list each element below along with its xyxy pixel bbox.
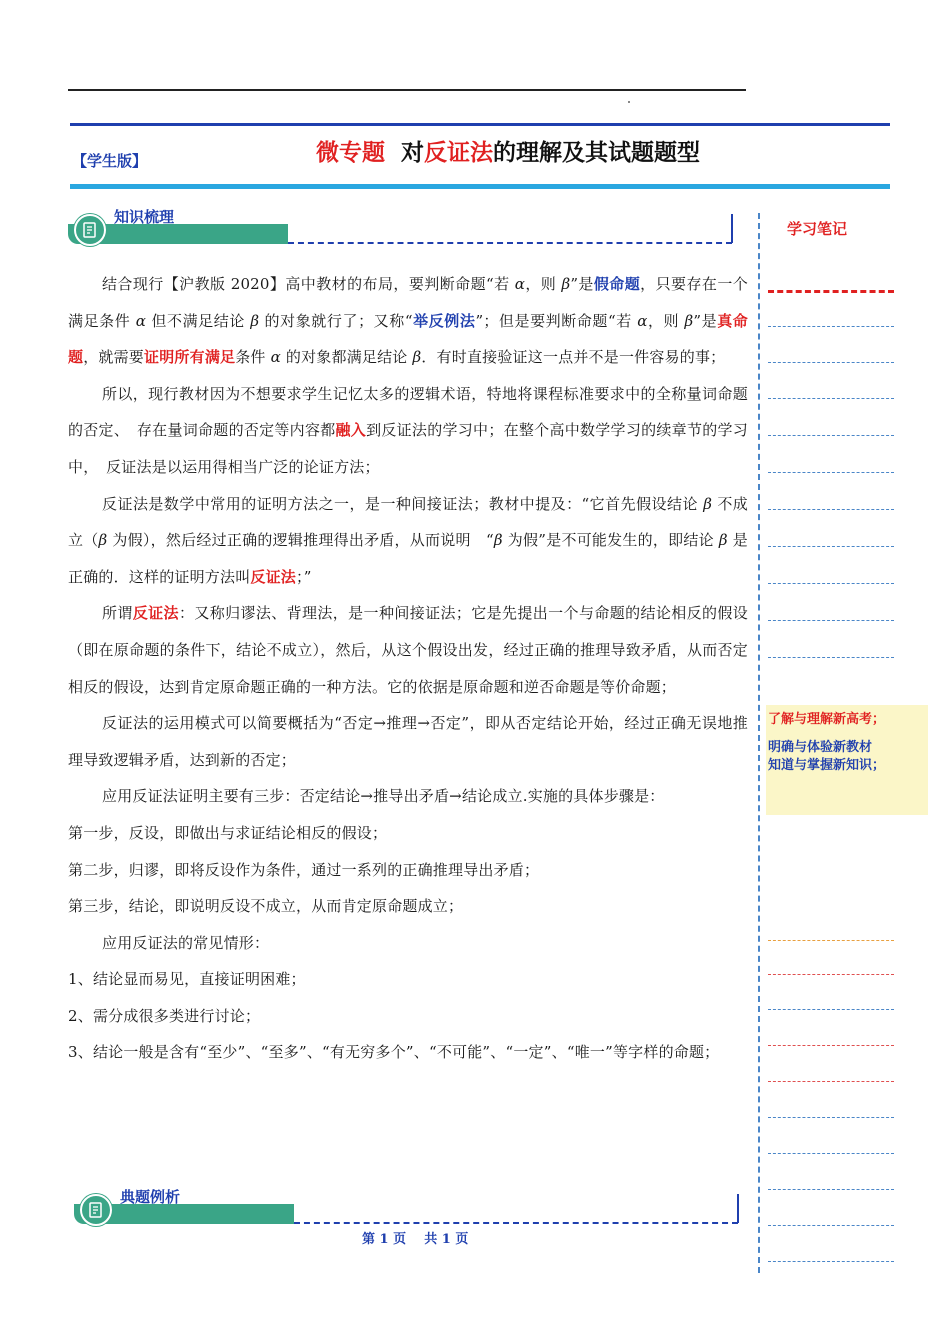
notes-divider [758, 213, 760, 1273]
note-line [768, 1225, 894, 1226]
note-line [768, 1261, 894, 1262]
section-frame-bottom [288, 241, 732, 244]
math-beta: β [718, 531, 728, 550]
case-2: 2、需分成很多类进行讨论； [68, 1006, 261, 1025]
math-beta: β [250, 311, 260, 330]
text: ，只要存在一个满足条件 [68, 275, 748, 330]
highlight-counterexample: 举反例法 [412, 311, 476, 330]
highlight-merge: 融入 [335, 421, 367, 440]
title-part4: 的理解及其试题题型 [493, 140, 701, 166]
body-text [68, 266, 748, 1071]
title-part1: 微专题 [316, 140, 385, 166]
text: 不成立（ [68, 494, 748, 550]
section-frame-right [737, 1194, 739, 1223]
section-examples-header [74, 1190, 294, 1224]
math-beta: β [561, 275, 571, 293]
section-frame-bottom [294, 1221, 738, 1224]
note-line [768, 1117, 894, 1118]
page-footer [362, 1228, 468, 1247]
note-line [768, 974, 894, 975]
math-alpha: α [270, 348, 281, 367]
highlight-proof-by-contradiction: 反证法 [250, 567, 297, 586]
highlight-prove-all: 证明所有满足 [144, 348, 236, 367]
math-alpha: α [135, 311, 147, 330]
text: 是正确的．这样的证明方法叫 [68, 531, 749, 586]
note-line [768, 362, 894, 363]
text: ”；但是要判断命题“若 [475, 311, 638, 330]
text: 反证法是数学中常用的证明方法之一，是一种间接证法；教材中提及：“它首先假设结论 [102, 494, 704, 513]
tip-line-2: 明确与体验新教材 [768, 740, 873, 755]
paragraph-2 [68, 376, 748, 486]
math-beta: β [493, 531, 503, 550]
top-rule [68, 89, 746, 91]
paragraph-6: 应用反证法证明主要有三步：否定结论→推导出矛盾→结论成立.实施的具体步骤是： [102, 787, 665, 806]
text: 所谓 [102, 604, 133, 623]
step-1: 第一步，反设，即做出与求证结论相反的假设； [68, 823, 388, 842]
paragraph-5: 反证法的运用模式可以简要概括为“否定→推理→否定”，即从否定结论开始，经过正确无误地推理导致逻辑矛盾，达到新的否定； [68, 714, 748, 769]
tip-line-1: 了解与理解新高考； [768, 712, 886, 727]
text: ”是 [693, 311, 718, 330]
text: ：又称归谬法、背理法，是一种间接证法；它是先提出一个与命题的结论相反的假设（即在原命题的条件下，结论不成立），然后，从这个假设出发，经过正确的推理导致矛盾，从而否定相反的假设，达到肯定原命题正确的一种方法。它的依据是原命题和逆否命题是等价命题； [68, 604, 748, 696]
highlight-true-proposition: 真命题 [68, 311, 748, 367]
notes-title: 学习笔记 [787, 220, 848, 238]
text: ，则 [525, 275, 562, 293]
text: 但不满足结论 [146, 311, 251, 330]
note-line [768, 1009, 894, 1010]
paragraph-3 [68, 486, 748, 596]
notepad-icon [74, 214, 106, 246]
tip-line-3: 知道与掌握新知识； [768, 758, 886, 773]
header-rule-bottom [70, 184, 890, 189]
text: 为假），然后经过正确的逻辑推理得出矛盾，从而说明 “ [107, 531, 494, 550]
step-2: 第二步，归谬，即将反设作为条件，通过一系列的正确推理导出矛盾； [68, 860, 540, 879]
text: 条件 [235, 348, 271, 367]
text: 所以，现行教材因为不想要求学生记忆太多的逻辑术语，特地将课程标准要求中的全称量词命题的否定、 存在量词命题的否定等内容都 [68, 384, 748, 440]
note-line [768, 398, 894, 399]
text: ，就需要 [83, 348, 145, 367]
note-line [768, 583, 894, 584]
note-line [768, 546, 894, 547]
note-line [768, 1189, 894, 1190]
math-alpha: α [637, 311, 648, 330]
math-beta: β [684, 311, 694, 330]
paragraph-7: 应用反证法的常见情形： [102, 933, 270, 952]
text: 的对象都满足结论 [280, 348, 413, 367]
notes-red-dash [768, 290, 894, 293]
page-title [316, 134, 700, 167]
paragraph-4 [68, 595, 748, 705]
text: 为假”是不可能发生的，即结论 [502, 531, 719, 550]
text: ；” [296, 567, 312, 586]
note-line [768, 509, 894, 510]
section-knowledge-title: 知识梳理 [114, 208, 175, 226]
step-3: 第三步，结论，即说明反设不成立，从而肯定原命题成立； [68, 897, 464, 916]
case-3: 3、结论一般是含有“至少”、“至多”、“有无穷多个”、“不可能”、“一定”、“唯一”等字样的命题； [68, 1043, 720, 1062]
section-frame-right [731, 214, 733, 243]
speck [628, 101, 630, 103]
text: 到反证法的学习中；在整个高中数学学习的续章节的学习中， 反证法是以运用得相当广泛的论证方法； [68, 421, 748, 476]
highlight-proof-by-contradiction: 反证法 [132, 604, 179, 623]
math-beta: β [412, 348, 422, 367]
note-line [768, 1081, 894, 1082]
note-line [768, 1153, 894, 1154]
header-rule-top [70, 123, 890, 126]
math-beta: β [703, 494, 713, 513]
note-line [768, 940, 894, 941]
section-knowledge-header [68, 210, 288, 244]
text: ．有时直接验证这一点并不是一件容易的事； [421, 348, 726, 367]
text: 结合现行【沪教版 2020】高中教材的布局，要判断命题“若 [102, 275, 515, 293]
notepad-icon [80, 1194, 112, 1226]
page-total: 共 1 页 [424, 1232, 469, 1247]
case-1: 1、结论显而易见，直接证明困难； [68, 970, 306, 989]
text: ，则 [647, 311, 685, 330]
title-part3: 反证法 [424, 140, 494, 166]
note-line [768, 1045, 894, 1046]
page-number: 第 1 页 [362, 1232, 407, 1247]
note-line [768, 472, 894, 473]
text: 的对象就行了；又称“ [259, 311, 413, 330]
highlight-false-proposition: 假命题 [593, 275, 641, 293]
note-line [768, 435, 894, 436]
math-beta: β [98, 531, 108, 550]
note-line [768, 326, 894, 327]
edition-label: 【学生版】 [72, 152, 148, 170]
text: ”是 [570, 275, 594, 293]
section-examples-title: 典题例析 [120, 1188, 181, 1206]
note-line [768, 620, 894, 621]
note-line [768, 657, 894, 658]
title-part2: 对 [401, 140, 425, 166]
paragraph-1 [68, 266, 748, 376]
math-alpha: α [514, 275, 526, 293]
